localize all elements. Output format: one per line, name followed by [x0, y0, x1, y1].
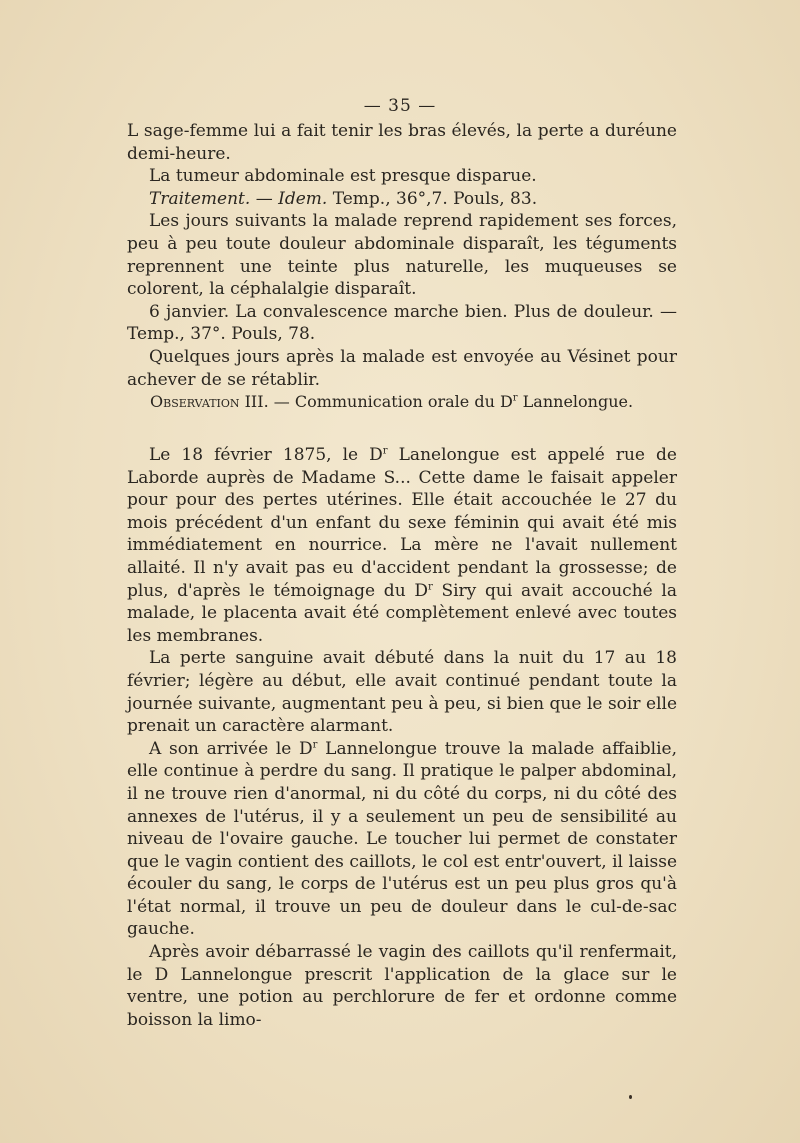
paragraph: Après avoir débarrassé le vagin des caillots qu'il renfermait, le D Lannelongue prescrit l'application de la glace sur le ventre, une potion au perchlorure de fer et ordonne comme boisson la limo-: [127, 942, 677, 1030]
observation-sup: r: [512, 392, 518, 404]
observation-label: Observation III.: [150, 392, 269, 411]
ink-speck: [629, 1095, 632, 1099]
paragraph: [127, 444, 677, 647]
paragraph: Quelques jours après la malade est envoyée au Vésinet pour achever de se rétablir.: [127, 346, 677, 390]
traitement-text: Temp., 36°,7. Pouls, 83.: [332, 188, 538, 209]
paragraph: [127, 738, 677, 941]
paragraph: 6 janvier. La convalescence marche bien. Plus de douleur. — Temp., 37°. Pouls, 78.: [127, 301, 677, 345]
paragraph: L sage-femme lui a fait tenir les bras élevés, la perte a duréune demi-heure.: [127, 121, 677, 164]
para-1-sup2: r: [427, 580, 433, 592]
observation-text-before: — Communication orale du D: [268, 392, 513, 411]
para-1-c: Siry qui avait accouché la malade, le placenta avait été complètement enlevé avec toutes les membranes.: [127, 580, 677, 646]
paragraph: Les jours suivants la malade reprend rapidement ses forces, peu à peu toute douleur abdominale disparaît, les téguments reprennent une teinte plus naturelle, les muqueuses se colorent, la céphalalgie disparaît.: [127, 211, 677, 300]
paragraph: La perte sanguine avait débuté dans la nuit du 17 au 18 février; légère au début, elle avait continué pendant toute la journée suivante, augmentant peu à peu, si bien que le soir elle prenait un caractère alarmant.: [127, 648, 677, 737]
para-1-b: Lanelongue est appelé rue de Laborde auprès de Madame S... Cette dame le faisait appeler pour pour des pertes utérines. Elle était accouchée le 27 du mois précédent d'un enfant du sexe féminin qui avait été mis immédiatement en nourrice. La mère ne l'avait nullement allaité. Il n'y avait pas eu d'accident pendant la grossesse; de plus, d'après le témoignage du D: [127, 445, 677, 601]
paragraph: La tumeur abdominale est presque disparue.: [149, 166, 537, 187]
paragraph-traitement: [127, 188, 677, 211]
para-3-b: Lannelongue trouve la malade affaiblie, elle continue à perdre du sang. Il pratique le palper abdominal, il ne trouve rien d'anormal, ni du côté du corps, ni du côté des annexes de l'utérus, il y a seulement un peu de sensibilité au niveau de l'ovaire gauche. Le toucher lui permet de constater que le vagin contient des caillots, le col est entr'ouvert, il laisse écouler du sang, le corps de l'utérus est un peu plus gros qu'à l'état normal, il trouve un peu de douleur dans le cul-de-sac gauche.: [127, 738, 677, 940]
traitement-label: Traitement. — Idem.: [149, 188, 328, 209]
text-block-observation: [127, 444, 677, 1031]
para-1-a: Le 18 février 1875, le D: [149, 445, 383, 465]
observation-text-after: Lannelongue.: [517, 392, 634, 411]
observation-heading: [150, 392, 710, 411]
para-3-sup: r: [312, 739, 318, 751]
text-block-top: [127, 120, 677, 391]
para-3-a: A son arrivée le D: [149, 738, 313, 759]
para-1-sup: r: [382, 445, 388, 457]
page-number: — 35 —: [363, 96, 437, 116]
